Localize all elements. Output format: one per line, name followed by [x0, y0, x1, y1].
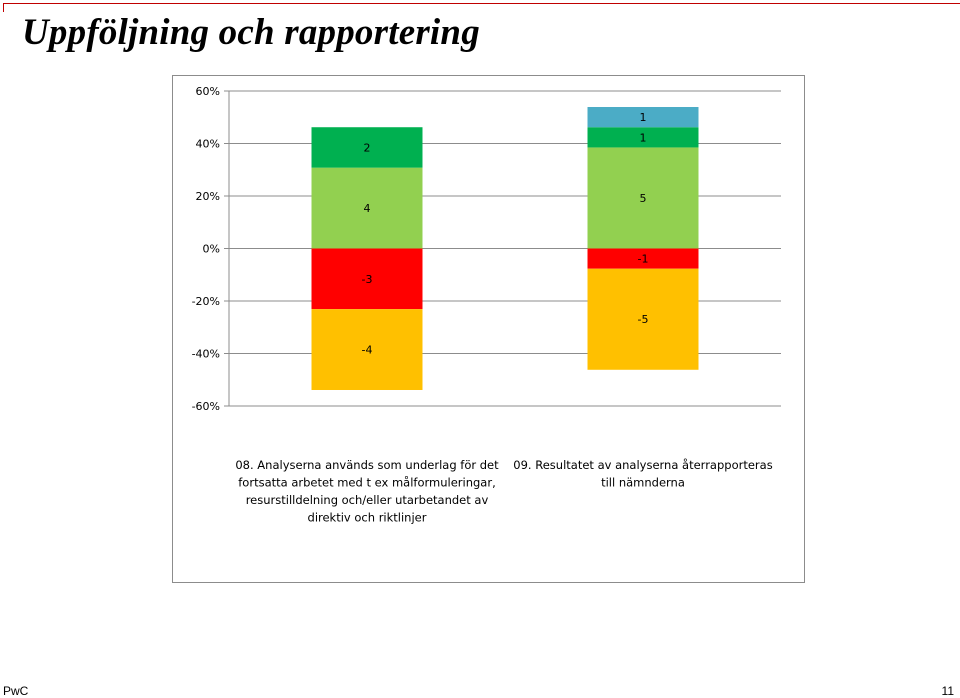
category-label-line: resurstilldelning och/eller utarbetandet av [245, 493, 489, 507]
y-tick-label: 20% [195, 190, 220, 203]
footer-brand: PwC [3, 684, 29, 698]
y-tick-label: 0% [202, 242, 220, 256]
category-label-line: fortsatta arbetet med t ex målformuleringar, [238, 475, 496, 490]
stacked-bar-chart [173, 76, 804, 582]
data-label: 1 [639, 131, 647, 145]
slide-title: Uppföljning och rapportering [22, 12, 480, 53]
page-number: 11 [941, 684, 954, 698]
data-label: -1 [637, 252, 649, 266]
y-tick-label: -20% [191, 295, 220, 308]
data-label: -5 [637, 313, 649, 327]
data-label: 1 [639, 111, 647, 125]
category-label-line: 08. Analyserna används som underlag för det [235, 458, 499, 472]
corner-mark [3, 3, 14, 12]
data-label: 4 [363, 202, 371, 216]
y-tick-label: -40% [191, 347, 220, 361]
category-label-line: 09. Resultatet av analyserna återrapporteras [513, 458, 773, 472]
y-tick-label: 60% [195, 85, 220, 98]
category-label-line: till nämnderna [601, 475, 685, 490]
data-label: -3 [361, 272, 373, 286]
top-rule [3, 3, 960, 4]
data-label: 2 [363, 141, 371, 155]
data-label: 5 [639, 191, 647, 205]
chart-frame [172, 75, 805, 583]
data-label: -4 [361, 343, 373, 357]
category-label [235, 458, 499, 525]
category-label [513, 458, 772, 490]
y-tick-label: -60% [191, 400, 220, 413]
category-label-line: direktiv och riktlinjer [307, 510, 427, 525]
y-tick-label: 40% [195, 137, 220, 151]
